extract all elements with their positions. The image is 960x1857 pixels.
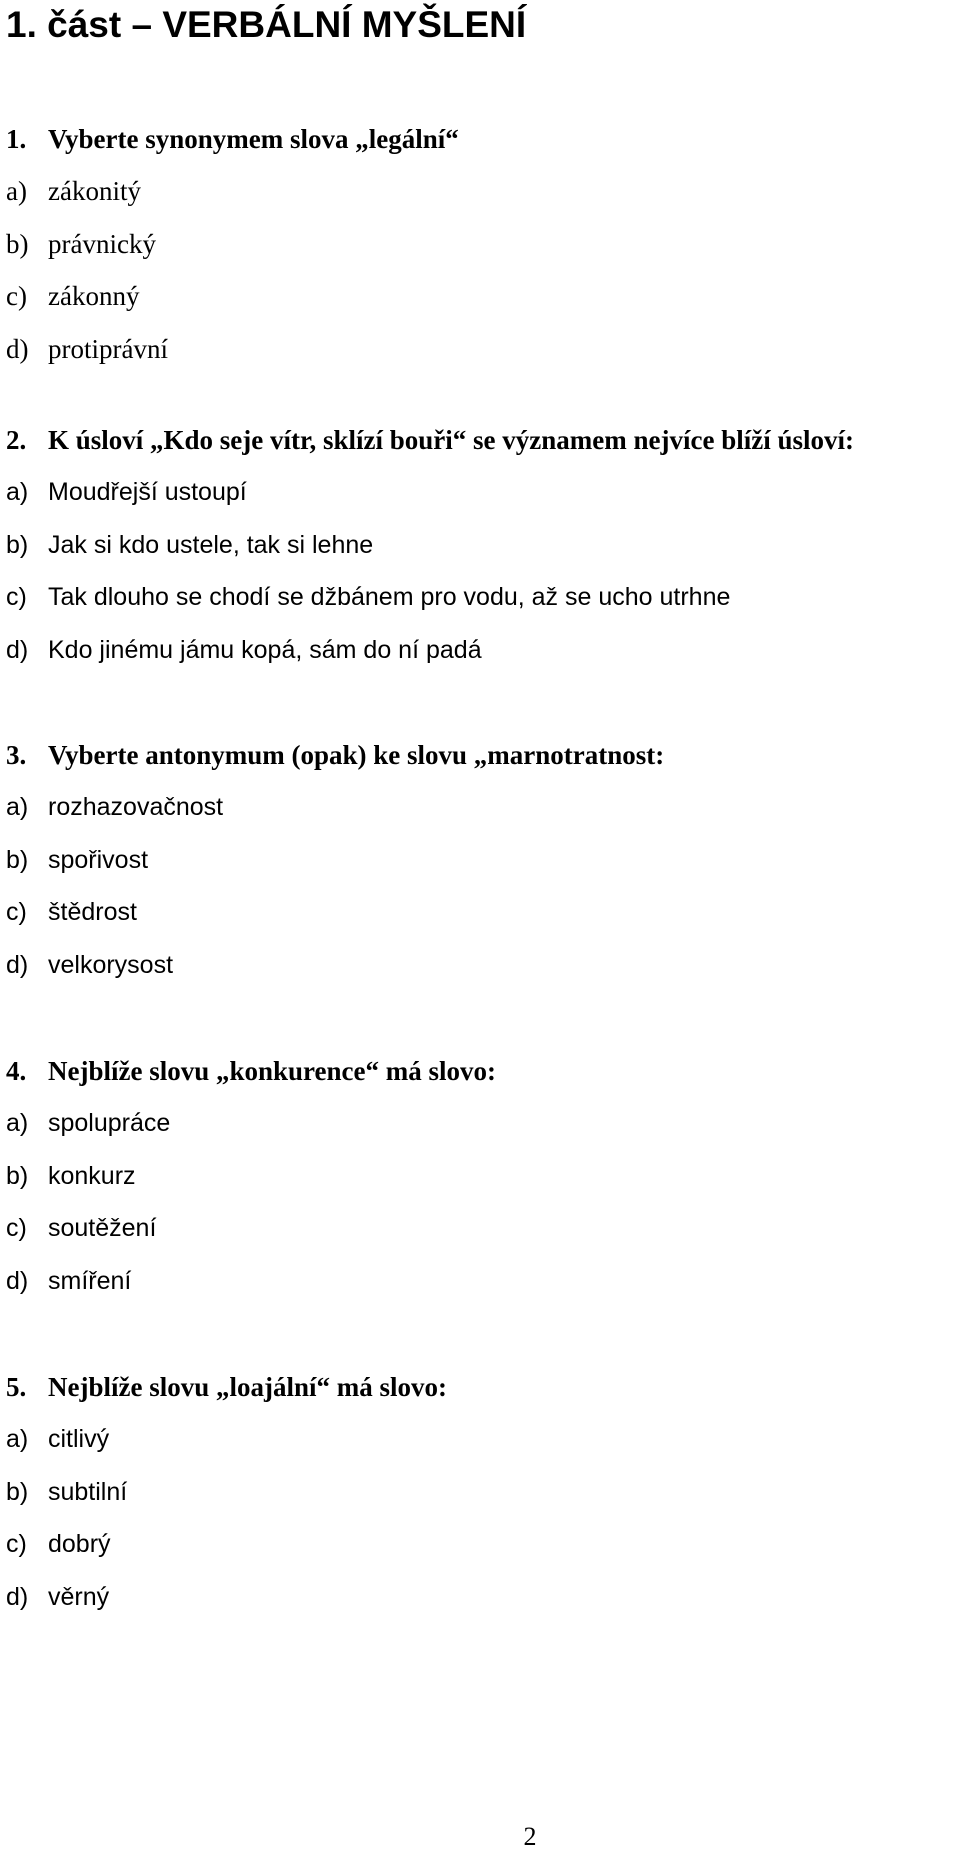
question-5	[6, 1370, 956, 1632]
option-text: rozhazovačnost	[48, 793, 224, 821]
option-letter: c)	[6, 281, 27, 311]
question-prompt: Vyberte synonymem slova „legální“	[48, 124, 459, 154]
option-letter: d)	[6, 635, 29, 664]
option-letter: b)	[6, 530, 29, 559]
question-prompt: Nejblíže slovu „konkurence“ má slovo:	[48, 1056, 497, 1086]
option-a	[6, 475, 956, 509]
option-b	[6, 528, 956, 562]
option-d	[6, 948, 956, 982]
option-letter: c)	[6, 583, 27, 611]
question-text	[6, 1054, 956, 1088]
option-c	[6, 895, 956, 929]
option-letter: a)	[6, 1109, 29, 1137]
option-letter: c)	[6, 1530, 27, 1558]
option-letter: b)	[6, 228, 29, 259]
section-title: 1. část – VERBÁLNÍ MYŠLENÍ	[6, 4, 527, 45]
option-letter: d)	[6, 950, 29, 979]
question-1	[6, 122, 956, 384]
question-prompt: Nejblíže slovu „loajální“ má slovo:	[48, 1372, 447, 1402]
option-b	[6, 1475, 956, 1509]
option-text: dobrý	[48, 1530, 111, 1558]
option-text: smíření	[48, 1266, 132, 1295]
question-text	[6, 1370, 956, 1404]
option-letter: d)	[6, 1582, 29, 1611]
option-text: konkurz	[48, 1161, 136, 1190]
option-text: spořivost	[48, 845, 149, 874]
option-letter: d)	[6, 333, 29, 364]
option-a	[6, 174, 956, 208]
option-d	[6, 633, 956, 667]
option-c	[6, 580, 956, 614]
question-4	[6, 1054, 956, 1316]
option-text: protiprávní	[48, 333, 168, 364]
option-d	[6, 1264, 956, 1298]
question-number: 1.	[6, 124, 27, 154]
option-a	[6, 1422, 956, 1456]
option-list	[6, 790, 956, 982]
option-d	[6, 332, 956, 366]
option-text: štědrost	[48, 898, 137, 926]
option-letter: c)	[6, 1214, 27, 1242]
question-2	[6, 423, 956, 685]
page-number: 2	[523, 1822, 537, 1851]
option-text: Tak dlouho se chodí se džbánem pro vodu, až se ucho utrhne	[48, 583, 731, 611]
option-letter: a)	[6, 1425, 29, 1453]
option-letter: a)	[6, 176, 27, 206]
option-list	[6, 1106, 956, 1298]
option-text: zákonný	[48, 281, 140, 311]
question-text	[6, 122, 956, 156]
option-text: zákonitý	[48, 176, 141, 206]
option-text: spolupráce	[48, 1109, 171, 1137]
option-c	[6, 1211, 956, 1245]
option-letter: b)	[6, 1161, 29, 1190]
question-number: 3.	[6, 740, 27, 770]
option-text: Kdo jinému jámu kopá, sám do ní padá	[48, 635, 482, 664]
option-c	[6, 1527, 956, 1561]
question-number: 2.	[6, 425, 27, 455]
option-letter: c)	[6, 898, 27, 926]
option-letter: a)	[6, 793, 29, 821]
option-list	[6, 174, 956, 366]
option-text: subtilní	[48, 1477, 128, 1506]
option-b	[6, 1159, 956, 1193]
option-letter: b)	[6, 1477, 29, 1506]
option-d	[6, 1580, 956, 1614]
option-list	[6, 1422, 956, 1614]
question-text	[6, 423, 956, 457]
option-b	[6, 227, 956, 261]
option-text: Moudřejší ustoupí	[48, 478, 247, 506]
option-a	[6, 1106, 956, 1140]
option-text: Jak si kdo ustele, tak si lehne	[48, 530, 374, 559]
question-prompt: K úsloví „Kdo seje vítr, sklízí bouři“ se významem nejvíce blíží úsloví:	[48, 425, 854, 455]
question-prompt: Vyberte antonymum (opak) ke slovu „marnotratnost:	[48, 740, 665, 770]
question-text	[6, 738, 956, 772]
question-3	[6, 738, 956, 1000]
question-number: 4.	[6, 1056, 27, 1086]
question-number: 5.	[6, 1372, 27, 1402]
option-text: velkorysost	[48, 950, 174, 979]
option-text: citlivý	[48, 1425, 110, 1453]
option-letter: b)	[6, 845, 29, 874]
option-letter: d)	[6, 1266, 29, 1295]
option-text: soutěžení	[48, 1214, 157, 1242]
option-letter: a)	[6, 478, 29, 506]
option-b	[6, 843, 956, 877]
option-a	[6, 790, 956, 824]
option-text: věrný	[48, 1582, 110, 1611]
option-c	[6, 279, 956, 313]
option-list	[6, 475, 956, 667]
option-text: právnický	[48, 228, 156, 259]
